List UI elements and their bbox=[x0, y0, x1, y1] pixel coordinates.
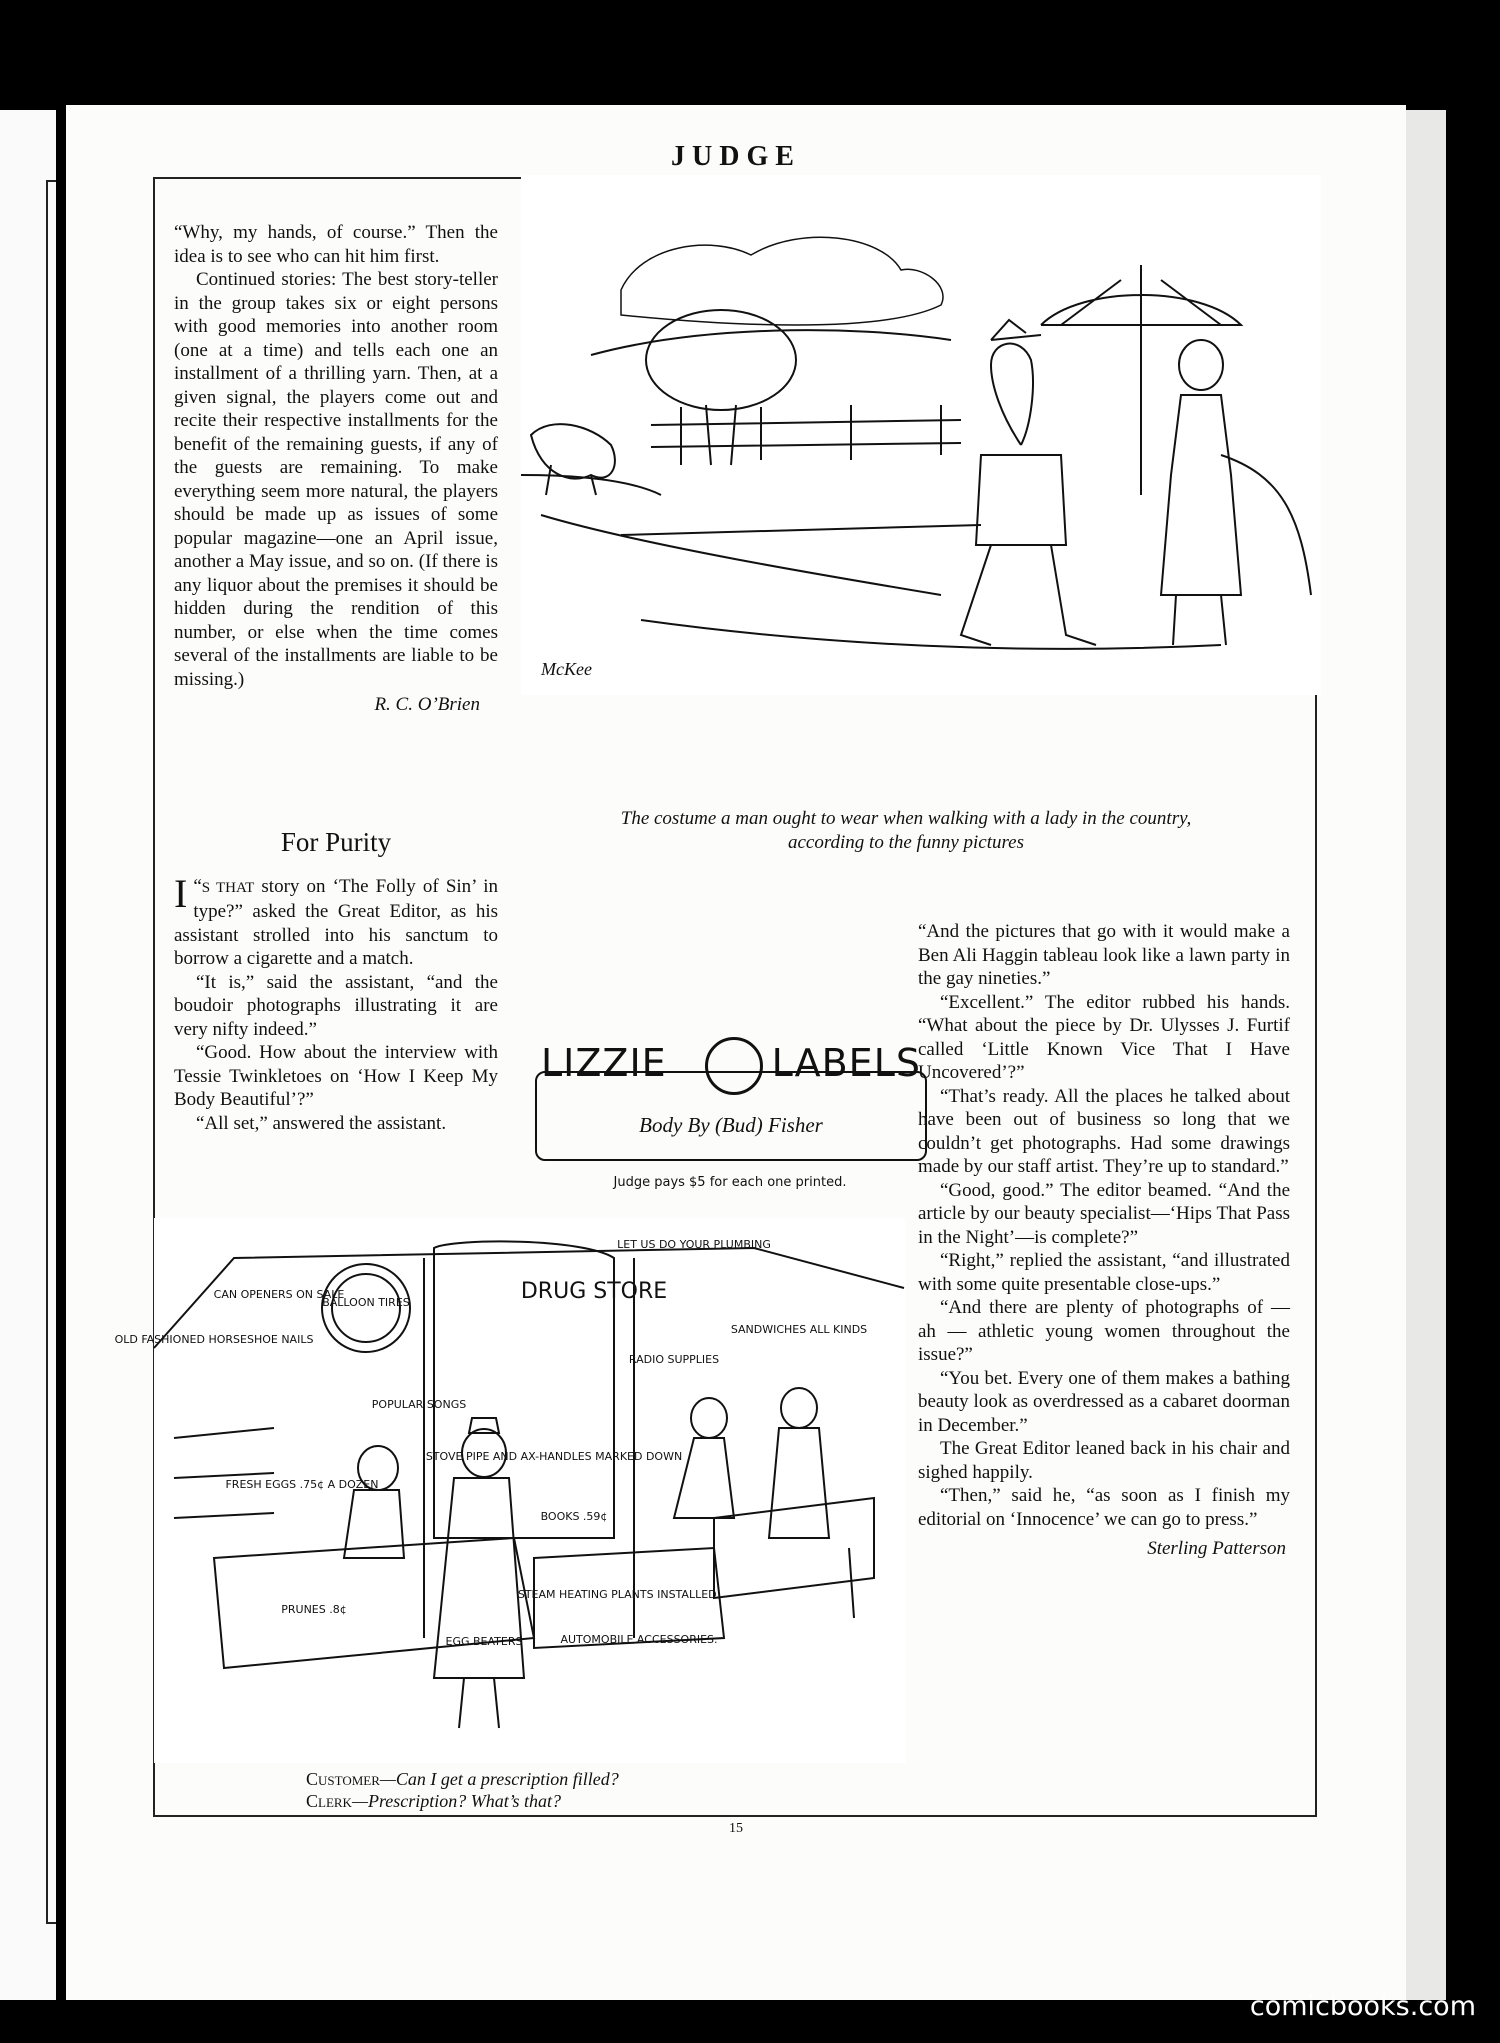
paragraph: “ I S THAT story on ‘The Folly of Sin’ in type?” asked the Great Editor, as his assistant strolled into his sanctum to borrow a cigarette and a match. bbox=[174, 870, 499, 969]
cartoon-drawing bbox=[521, 175, 1321, 695]
label-text: Body By (Bud) Fisher bbox=[639, 1113, 823, 1137]
paragraph: “It is,” said the assistant, “and the boudoir photographs illustrating it are very nifty indeed.” bbox=[174, 971, 498, 1040]
paragraph: “Good, good.” The editor beamed. “And the article by our beauty specialist—‘Hips That Pass in the Night’—is complete?” bbox=[918, 1179, 1290, 1248]
watermark: comicbooks.com bbox=[1249, 1991, 1476, 2022]
drop-cap: I bbox=[174, 870, 188, 916]
speaker: Customer bbox=[306, 1769, 380, 1789]
article-continued-stories bbox=[174, 221, 498, 717]
lizzie-word: LIZZIE bbox=[541, 1041, 667, 1085]
paragraph: “And there are plenty of photographs of — ah — athletic young women throughout the issue?” bbox=[918, 1297, 1290, 1365]
cartoon-caption-dialogue bbox=[216, 1768, 816, 1812]
sign-prunes: PRUNES .8¢ bbox=[281, 1603, 347, 1616]
sign-steam-heating: STEAM HEATING PLANTS INSTALLED. bbox=[517, 1588, 721, 1601]
sign-auto-accessories: AUTOMOBILE ACCESSORIES. bbox=[560, 1633, 718, 1646]
paragraph: “And the pictures that go with it would make a Ben Ali Haggin tableau look like a lawn party in the gay nineties.” bbox=[918, 921, 1290, 989]
sign-radio-supplies: RADIO SUPPLIES bbox=[628, 1353, 720, 1366]
article-for-purity bbox=[174, 827, 499, 1135]
paragraph: “You bet. Every one of them makes a bathing beauty look as overdressed as a cabaret doorman in December.” bbox=[918, 1367, 1290, 1436]
paragraph: “Excellent.” The editor rubbed his hands. “What about the piece by Dr. Ulysses J. Furtif called ‘Little Known Vice That I Have Uncovered’?” bbox=[918, 991, 1290, 1083]
facing-page-edge bbox=[0, 110, 56, 2000]
paragraph: “That’s ready. All the places he talked about have been out of business so long that we couldn’t get photographs. Had some drawings made by our staff artist. They’re up to standard.” bbox=[918, 1085, 1290, 1177]
byline: Sterling Patterson bbox=[1147, 1538, 1286, 1559]
artist-signature: McKee bbox=[541, 659, 592, 679]
cartoon-drawing bbox=[114, 1218, 906, 1763]
paragraph: “All set,” answered the assistant. bbox=[196, 1112, 447, 1134]
sign-stove-pipe: STOVE PIPE AND AX-HANDLES MARKED DOWN bbox=[425, 1450, 683, 1463]
masthead: JUDGE bbox=[671, 141, 801, 172]
cartoon-caption: The costume a man ought to wear when walking with a lady in the country, according to the funny pictures bbox=[620, 808, 1192, 853]
sign-drug-store: DRUG STORE bbox=[520, 1279, 668, 1304]
sign-balloon-tires: BALLOON TIRES bbox=[322, 1296, 410, 1309]
payment-note: Judge pays $5 for each one printed. bbox=[613, 1175, 847, 1190]
magazine-page bbox=[66, 105, 1406, 2000]
paragraph: “Why, my hands, of course.” Then the idea is to see who can hit him first. bbox=[174, 222, 498, 267]
article-title: For Purity bbox=[280, 827, 392, 857]
sign-sandwiches: SANDWICHES ALL KINDS bbox=[730, 1323, 868, 1336]
sign-books: BOOKS .59¢ bbox=[540, 1510, 608, 1523]
sign-egg-beaters: EGG BEATERS bbox=[445, 1635, 523, 1648]
caption-line: Clerk—Prescription? What’s that? bbox=[306, 1791, 561, 1811]
cartoon-drug-store bbox=[114, 1218, 906, 1763]
sign-can-openers: CAN OPENERS ON SALE bbox=[213, 1288, 345, 1301]
caption-line: Customer—Can I get a prescription filled? bbox=[306, 1769, 619, 1789]
sign-popular-songs: POPULAR SONGS bbox=[371, 1398, 467, 1411]
lizzie-labels-box bbox=[529, 1035, 931, 1195]
paragraph: “Good. How about the interview with Tessie Twinkletoes on ‘How I Keep My Body Beautiful’?” bbox=[174, 1042, 498, 1110]
speaker: Clerk bbox=[306, 1791, 352, 1811]
byline: R. C. O’Brien bbox=[374, 694, 480, 715]
paragraph: “Right,” replied the assistant, “and illustrated with some quite presentable close-ups.” bbox=[918, 1250, 1290, 1295]
page-edge bbox=[1406, 110, 1446, 2000]
sign-plumbing: LET US DO YOUR PLUMBING bbox=[617, 1238, 771, 1251]
paragraph: “Then,” said he, “as soon as I finish my editorial on ‘Innocence’ we can go to press.” bbox=[918, 1485, 1290, 1530]
paragraph: Continued stories: The best story-teller in the group takes six or eight persons with good memories into another room (one at a time) and tells each one an installment of a thrilling yarn. Then, at a given signal, the players come out and recite their respective installments for the benefit of the remaining guests, if any of the guests are remaining. To make everything seem more natural, the players should be made up as issues of some popular magazine—one an April issue, another a May issue, and so on. (If there is any liquor about the premises it should be hidden during the rendition of this number, or else when the time comes several of the installments are liable to be missing.) bbox=[174, 269, 498, 690]
label-panel bbox=[535, 1071, 927, 1161]
paragraph: The Great Editor leaned back in his chair and sighed happily. bbox=[918, 1438, 1290, 1483]
page-number: 15 bbox=[729, 1821, 743, 1836]
sign-horseshoe-nails: OLD FASHIONED HORSESHOE NAILS bbox=[114, 1333, 314, 1346]
labels-word: LABELS bbox=[771, 1041, 921, 1085]
sign-fresh-eggs: FRESH EGGS .75¢ A DOZEN bbox=[225, 1478, 379, 1491]
article-for-purity-continued bbox=[918, 920, 1290, 1561]
cartoon-country-walk bbox=[521, 175, 1321, 695]
